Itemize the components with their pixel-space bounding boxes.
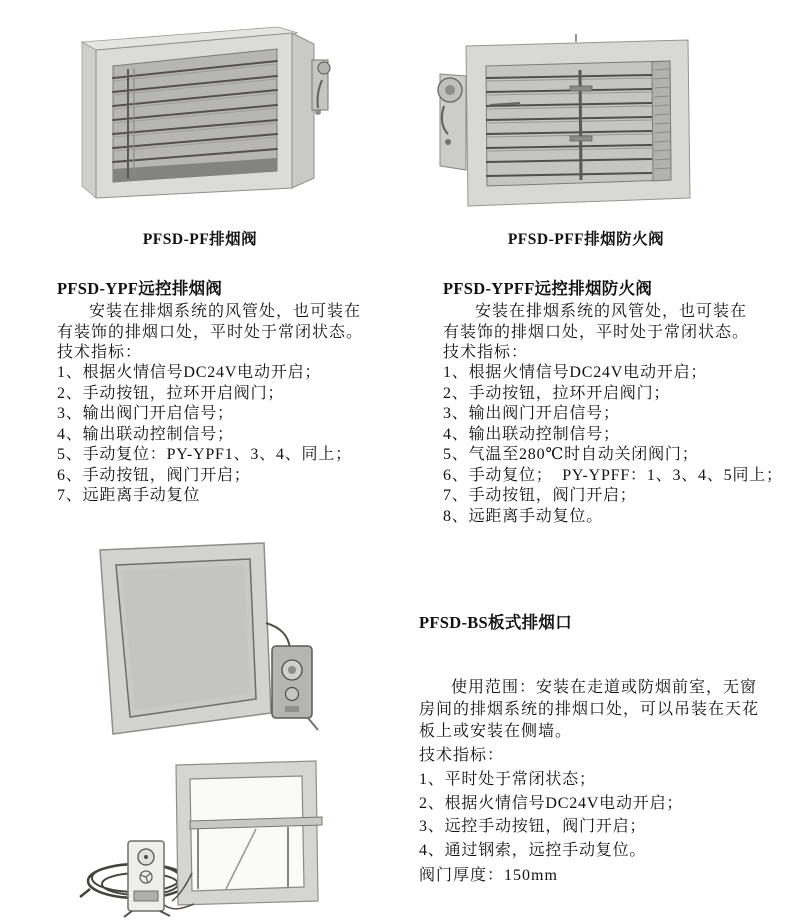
ypff-item: 3、输出阀门开启信号； xyxy=(443,405,620,422)
section-ypf xyxy=(57,277,417,507)
ypf-para-line: 安装在排烟系统的风管处，也可装在 xyxy=(89,303,362,320)
ypf-tech-label: 技术指标： xyxy=(57,344,143,361)
ypff-tech-label: 技术指标： xyxy=(443,344,529,361)
ypff-item: 8、远距离手动复位。 xyxy=(443,507,604,525)
bs-item: 2、根据火情信号DC24V电动开启； xyxy=(419,794,684,812)
ypff-para-line: 有装饰的排烟口处，平时处于常闭状态。 xyxy=(443,324,750,341)
damper-actuator xyxy=(312,60,330,115)
vent-frame xyxy=(172,761,322,905)
panel-board xyxy=(100,543,271,734)
ypf-item: 5、手动复位：PY-YPF1、3、4、同上； xyxy=(57,446,352,463)
ypff-item: 2、手动按钮，拉环开启阀门； xyxy=(443,384,671,402)
ypff-item: 5、气温至280℃时自动关闭阀门； xyxy=(443,446,699,463)
bs-tech-label: 技术指标： xyxy=(419,747,505,764)
ypf-item: 7、远距离手动复位 xyxy=(57,487,201,504)
ypff-item: 1、根据火情信号DC24V电动开启； xyxy=(443,364,708,381)
bs-panel-photo xyxy=(86,538,336,748)
section-bs xyxy=(419,611,795,889)
bs-usage-line: 板上或安装在侧墙。 xyxy=(419,723,573,740)
bs-item: 4、通过钢索，远控手动复位。 xyxy=(419,842,647,860)
bs-usage-line: 房间的排烟系统的排烟口处，可以吊装在天花 xyxy=(419,701,760,718)
remote-control-box xyxy=(272,646,318,730)
bs-frame-photo xyxy=(76,755,334,923)
ypff-heading: PFSD-YPFF远控排烟防火阀 xyxy=(443,279,653,298)
ypf-heading: PFSD-YPF远控排烟阀 xyxy=(57,279,223,298)
pfsd-pff-damper-photo xyxy=(428,30,712,214)
ypff-item: 6、手动复位； PY-YPFF：1、3、4、5同上； xyxy=(443,466,783,484)
ypf-item: 1、根据火情信号DC24V电动开启； xyxy=(57,364,322,381)
ypf-para-line: 有装饰的排烟口处，平时处于常闭状态。 xyxy=(57,324,364,341)
bs-usage-line: 使用范围：安装在走道或防烟前室，无窗 xyxy=(451,679,758,696)
bs-heading: PFSD-BS板式排烟口 xyxy=(419,613,573,632)
bs-thickness: 阀门厚度：150mm xyxy=(419,866,558,884)
caption-pfsd-pf: PFSD-PF排烟阀 xyxy=(142,231,258,248)
control-cable xyxy=(266,623,290,648)
section-ypff xyxy=(443,277,795,527)
ypff-item: 4、输出联动控制信号； xyxy=(443,425,620,443)
damper-actuator xyxy=(438,74,466,170)
pfsd-pf-damper-photo xyxy=(66,22,350,218)
bs-item: 3、远控手动按钮，阀门开启； xyxy=(419,818,647,836)
ypf-item: 2、手动按钮，拉环开启阀门； xyxy=(57,384,285,402)
caption-pfsd-pff: PFSD-PFF排烟防火阀 xyxy=(507,231,665,248)
ypf-item: 6、手动按钮，阀门开启； xyxy=(57,466,251,484)
ypff-item: 7、手动按钮，阀门开启； xyxy=(443,487,637,504)
bs-item: 1、平时处于常闭状态； xyxy=(419,771,596,788)
spacer xyxy=(419,635,795,677)
ypff-para-line: 安装在排烟系统的风管处，也可装在 xyxy=(475,303,748,320)
ypf-item: 4、输出联动控制信号； xyxy=(57,425,234,443)
ypf-item: 3、输出阀门开启信号； xyxy=(57,405,234,422)
